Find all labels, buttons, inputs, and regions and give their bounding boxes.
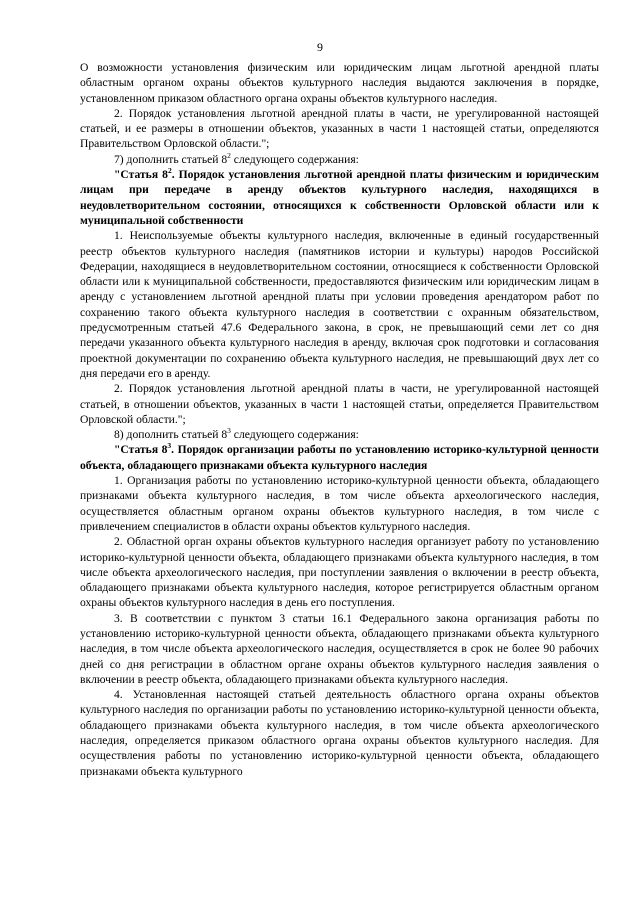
paragraph: 1. Организация работы по установлению историко-культурной ценности объекта, обладающего признаками объекта культурного наследия, в том числе объекта археологического наследия, осуществляется областным органом охраны объектов культурного наследия, в том числе с привлечением специалистов в области охраны объектов культурного наследия. bbox=[80, 474, 599, 533]
paragraph: 4. Установленная настоящей статьей деятельность областного органа охраны объектов культурного наследия по организации работы по установлению историко-культурной ценности объекта, обладающего признаками объекта культурного наследия, в том числе объекта археологического наследия, определяется приказом областного органа охраны объектов культурного наследия. Для осуществления работы по установлению историко-культурной ценности объекта, обладающего признаками объекта культурного bbox=[80, 688, 599, 778]
text-run: . Порядок организации работы по установлению историко-культурной ценности объекта, обладающего признаками объекта культурного наследия bbox=[80, 443, 599, 472]
text-run: 8) дополнить статьей 8 bbox=[114, 428, 228, 442]
superscript: 3 bbox=[227, 426, 231, 436]
page-number: 9 bbox=[317, 40, 323, 54]
paragraph: О возможности установления физическим или юридическим лицам льготной арендной платы областным органом охраны объектов культурного наследия выдаются заключения в порядке, установленном приказом областного органа охраны объектов культурного наследия. bbox=[80, 61, 599, 105]
superscript: 3 bbox=[167, 441, 172, 451]
paragraph: 3. В соответствии с пунктом 3 статьи 16.1 Федерального закона организация работы по установлению историко-культурной ценности объекта, обладающего признаками объекта культурного наследия, в том числе объекта археологического наследия, осуществляется в срок не более 90 рабочих дней со дня регистрации в областном органе охраны объектов культурного наследия заявления о включении в реестр объекта, обладающего признаками объекта культурного наследия. bbox=[80, 611, 599, 686]
article-heading bbox=[80, 167, 599, 228]
text-run: "Статья 8 bbox=[114, 443, 168, 457]
document-body bbox=[80, 60, 599, 779]
paragraph: 2. Порядок установления льготной арендной платы в части, не урегулированной настоящей статьей, и ее размеры в отношении объектов, указанных в части 1 настоящей статьи, определяются Правительством Орловской области."; bbox=[80, 106, 599, 151]
text-run: следующего содержания: bbox=[230, 428, 359, 442]
paragraph bbox=[80, 427, 599, 442]
paragraph: 2. Областной орган охраны объектов культурного наследия организует работу по установлению историко-культурной ценности объекта, обладающего признаками объекта культурного наследия, в том числе объекта археологического наследия, при поступлении заявления о включении в реестр объекта, обладающего признаками объекта культурного наследия, которое регистрируется областным органом охраны объектов культурного наследия в день его поступления. bbox=[80, 535, 599, 610]
superscript: 2 bbox=[227, 150, 231, 160]
paragraph: 1. Неиспользуемые объекты культурного наследия, включенные в единый государственный реестр объектов культурного наследия (памятников истории и культуры) народов Российской Федерации, находящиеся в неудовлетворительном состоянии, относящиеся к собственности Орловской области или к муниципальной собственности, предоставляются физическим или юридическим лицам в аренду с установлением льготной арендной платы при условии проведения арендатором работ по сохранению такого объекта культурного наследия в соответствии с охранным обязательством, предусмотренным статьей 47.6 Федерального закона, в срок, не превышающий семи лет со дня передачи указанного объекта культурного наследия в аренду, включая срок подготовки и согласования проектной документации по сохранению объекта культурного наследия, не превышающий двух лет со дня передачи его в аренду. bbox=[80, 229, 599, 380]
text-run: "Статья 8 bbox=[114, 168, 168, 182]
text-run: 7) дополнить статьей 8 bbox=[114, 152, 228, 166]
text-run: следующего содержания: bbox=[230, 152, 359, 166]
text-run: . Порядок установления льготной арендной платы физическим и юридическим лицам при передаче в аренду объектов культурного наследия, находящихся в неудовлетворительном состоянии, относящихся к собственности Орловской области или к муниципальной собственности bbox=[80, 168, 599, 227]
superscript: 2 bbox=[167, 166, 172, 176]
paragraph: 2. Порядок установления льготной арендной платы в части, не урегулированной настоящей статьей, в отношении объектов, указанных в части 1 настоящей статьи, определяется Правительством Орловской области."; bbox=[80, 382, 599, 426]
paragraph bbox=[80, 152, 599, 167]
article-heading bbox=[80, 442, 599, 473]
